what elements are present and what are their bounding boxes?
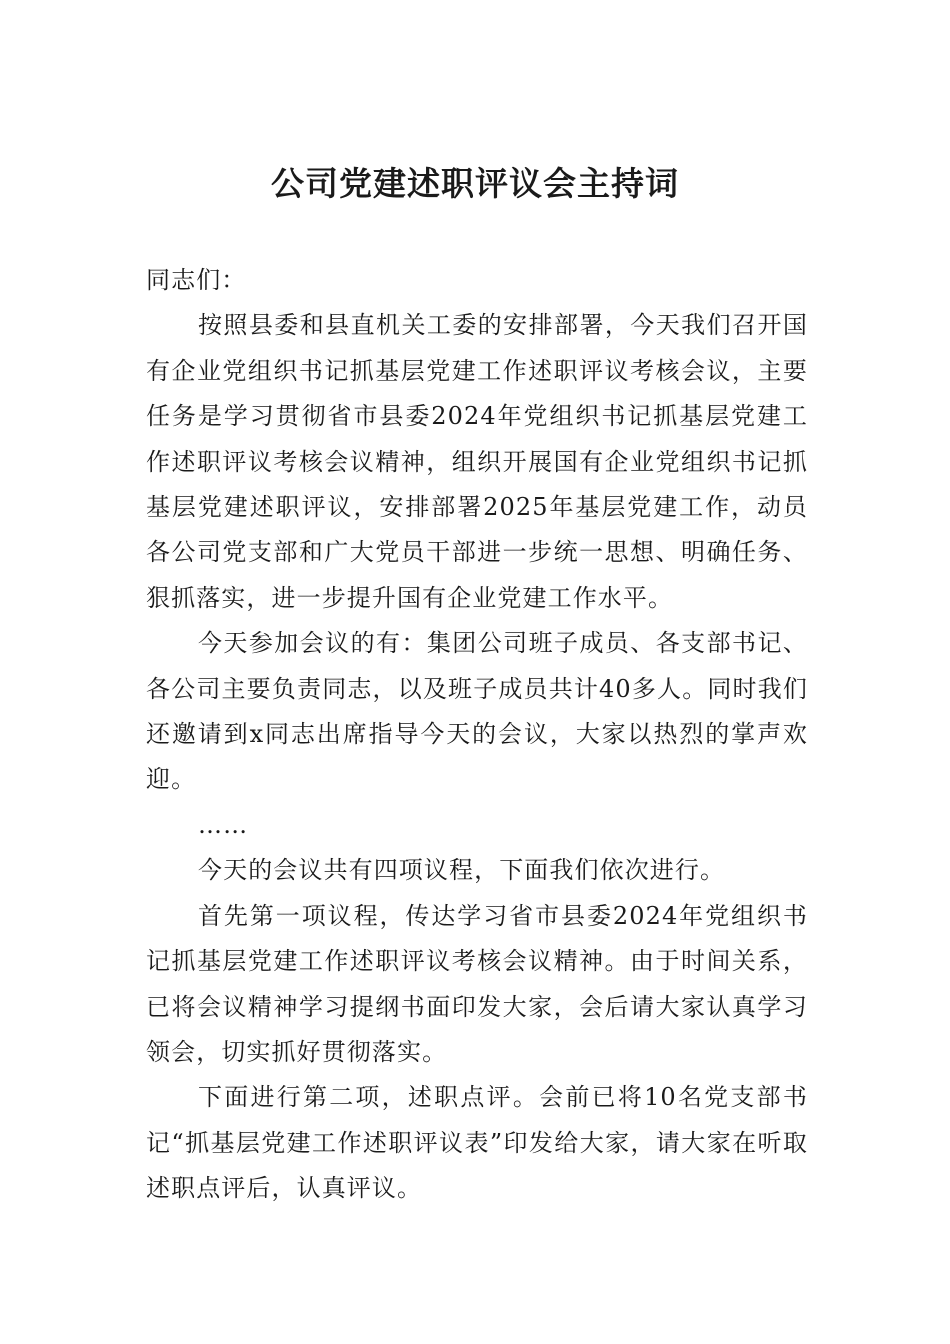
paragraph-agenda: 今天的会议共有四项议程，下面我们依次进行。 (198, 856, 726, 885)
paragraph-item-one: 首先第一项议程，传达学习省市县委2024年党组织书记抓基层党建工作述职评议考核会议精神。由于时间关系，已将会议精神学习提纲书面印发大家，会后请大家认真学习领会，切实抓好贯彻落实。 (146, 901, 808, 1066)
paragraph-ellipsis: …… (198, 810, 249, 839)
salutation: 同志们： (146, 266, 247, 294)
paragraph-intro: 按照县委和县直机关工委的安排部署，今天我们召开国有企业党组织书记抓基层党建工作述职评议考核会议，主要任务是学习贯彻省市县委2024年党组织书记抓基层党建工作述职评议考核会议精神，组织开展国有企业党组织书记抓基层党建述职评议，安排部署2025年基层党建工作，动员各公司党支部和广大党员干部进一步统一思想、明确任务、狠抓落实，进一步提升国有企业党建工作水平。 (146, 311, 808, 612)
paragraph-attendees: 今天参加会议的有：集团公司班子成员、各支部书记、各公司主要负责同志，以及班子成员共计40多人。同时我们还邀请到x同志出席指导今天的会议，大家以热烈的掌声欢迎。 (146, 629, 808, 794)
paragraph-item-two: 下面进行第二项，述职点评。会前已将10名党支部书记“抓基层党建工作述职评议表”印发给大家，请大家在听取述职点评后，认真评议。 (146, 1083, 808, 1203)
document-title: 公司党建述职评议会主持词 (271, 164, 679, 203)
document-body (146, 258, 808, 1212)
